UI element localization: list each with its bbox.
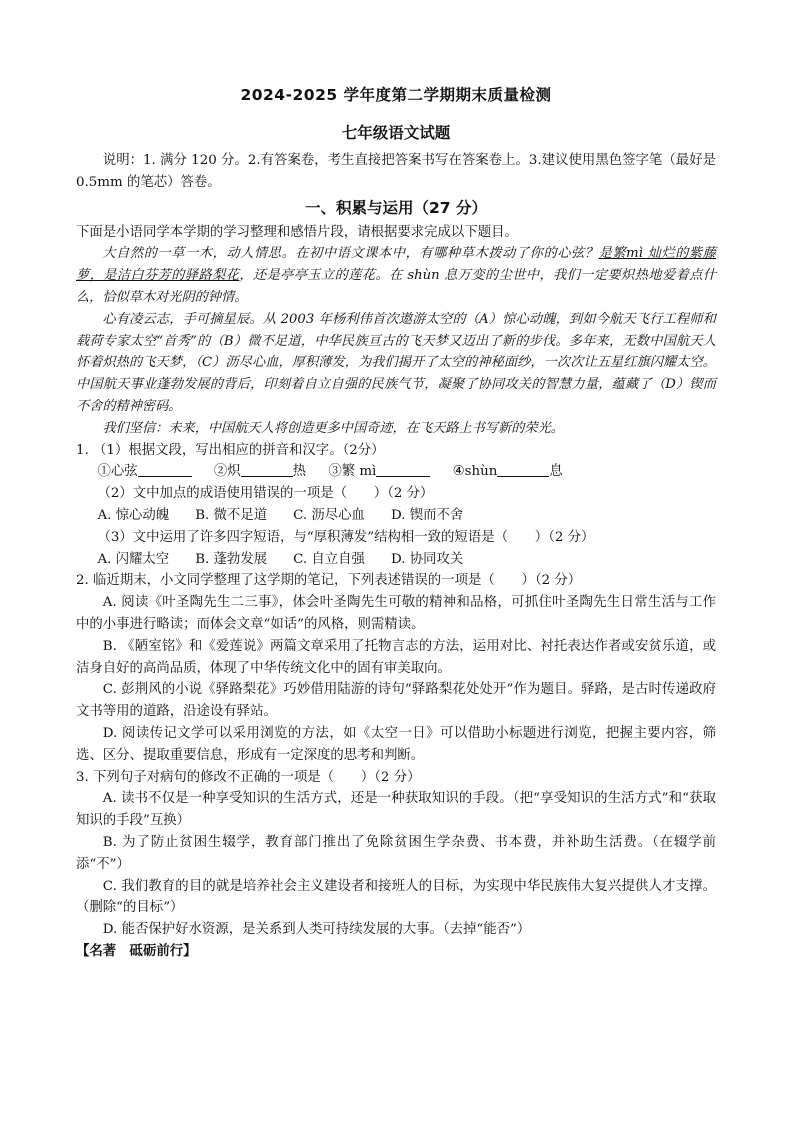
option: D. 锲而不舍 — [390, 507, 464, 523]
exam-subtitle: 七年级语文试题 — [341, 124, 451, 142]
question-1-items — [76, 461, 716, 483]
passage-paragraph-2: 心有凌云志，手可摘星辰。从 2003 年杨利伟首次遨游太空的（A）惊心动魄，到如今航天飞行工程师和载荷专家太空“首秀”的（B）微不足道，中华民族亘古的飞天梦又迈出了新的步伐。多年来，无数中国航天人怀着炽热的飞天梦，（C）沥尽心血，厚积薄发，为我们揭开了太空的神秘面纱，一次次让五星红旗闪耀太空。中国航天事业蓬勃发展的背后，印刻着自立自强的民族气节，凝聚了协同攻关的智慧力量，蕴藏了（D）锲而不舍的精神密码。 — [76, 311, 716, 414]
item-label: 热 — [292, 464, 307, 480]
option: C. 沥尽心血 — [293, 507, 365, 523]
answer-blank[interactable] — [138, 462, 192, 477]
passage-text: 大自然的一草一木，动人情思。在初中语文课本中，有哪种草木拨动了你的心弦？ — [102, 246, 599, 262]
question-1-sub3-options — [76, 549, 716, 571]
exam-title: 2024-2025 学年度第二学期期末质量检测 — [240, 86, 552, 104]
question-3-option-a: A. 读书不仅是一种享受知识的生活方式，还是一种获取知识的手段。（把“享受知识的生活方式”和“获取知识的手段”互换） — [76, 791, 716, 829]
question-1-sub3: （3）文中运用了许多四字短语，与“厚积薄发”结构相一致的短语是（ ）（2 分） — [97, 529, 595, 545]
question-3-option-d: D. 能否保护好水资源，是关系到人类可持续发展的大事。（去掉“能否”） — [102, 922, 531, 938]
option: D. 协同攻关 — [390, 551, 464, 567]
question-3-option-c: C. 我们教育的目的就是培养社会主义建设者和接班人的目标，为实现中华民族伟大复兴提供人才支撑。（删除“的目标”） — [76, 878, 716, 916]
instructions: 说明：1. 满分 120 分。2.有答案卷，考生直接把答案书写在答案卷上。3.建议使用黑色签字笔（最好是 0.5mm 的笔芯）答卷。 — [76, 153, 716, 190]
question-2-option-c: C. 彭荆风的小说《驿路梨花》巧妙借用陆游的诗句“驿路梨花处处开”作为题目。驿路，是古时传递政府文书等用的道路，沿途设有驿站。 — [76, 682, 716, 720]
answer-blank[interactable] — [497, 462, 549, 477]
passage-paragraph-1 — [76, 243, 716, 308]
question-1-sub2-options — [76, 505, 716, 527]
option: B. 蓬勃发展 — [195, 551, 268, 567]
question-2-option-b: B. 《陋室铭》和《爱莲说》两篇文章采用了托物言志的方法，运用对比、衬托表达作者或安贫乐道，或洁身自好的高尚品质，体现了中华传统文化中的固有审美取向。 — [76, 638, 716, 676]
answer-blank[interactable] — [241, 462, 293, 477]
option: B. 微不足道 — [195, 507, 268, 523]
question-3-stem: 3. 下列句子对病句的修改不正确的一项是（ ）（2 分） — [76, 769, 421, 785]
option: A. 惊心动魄 — [97, 507, 170, 523]
exam-page — [76, 84, 716, 963]
section-heading: 一、积累与运用（27 分） — [305, 198, 487, 217]
question-1-stem: 1. （1）根据文段，写出相应的拼音和汉字。（2分） — [76, 442, 385, 458]
section-intro: 下面是小语同学本学期的学习整理和感悟片段，请根据要求完成以下题目。 — [76, 224, 518, 240]
passage-underlined: 是繁mì 灿烂的紫藤萝，是洁白芬芳的驿路梨花 — [76, 246, 716, 284]
passage-paragraph-3: 我们坚信：未来，中国航天人将创造更多中国奇迹，在飞天路上书写新的荣光。 — [102, 420, 564, 436]
question-1-sub2: （2）文中加点的成语使用错误的一项是（ ）（2 分） — [97, 486, 434, 502]
answer-blank[interactable] — [376, 462, 430, 477]
option: C. 自立自强 — [293, 551, 365, 567]
item-label: 息 — [549, 464, 563, 480]
question-3-option-b: B. 为了防止贫困生辍学，教育部门推出了免除贫困生学杂费、书本费，并补助生活费。（在辍学前添“不”） — [76, 834, 716, 872]
item-label: ③繁 mì — [328, 464, 377, 480]
question-2-option-a: A. 阅读《叶圣陶先生二三事》，体会叶圣陶先生可敬的精神和品格，可抓住叶圣陶先生日常生活与工作中的小事进行略读；而体会文章“如话”的风格，则需精读。 — [76, 595, 716, 632]
option: A. 闪耀太空 — [97, 551, 170, 567]
item-label: ①心弦 — [97, 464, 138, 480]
section-heading-classics: 【名著 砥砺前行】 — [76, 943, 197, 959]
item-label: ②炽 — [213, 464, 241, 480]
question-2-option-d: D. 阅读传记文学可以采用浏览的方法，如《太空一日》可以借助小标题进行浏览，把握主要内容，筛选、区分、提取重要信息，形成有一定深度的思考和判断。 — [76, 725, 716, 763]
question-2-stem: 2. 临近期末，小文同学整理了这学期的笔记，下列表述错误的一项是（ ）（2 分） — [76, 573, 582, 589]
passage-text: ，还是亭亭玉立的莲花。在 shùn 息万变的尘世中，我们一定要炽热地爱着点什么，恰似草木对光阴的钟情。 — [76, 268, 717, 305]
item-label: ④shùn — [452, 464, 498, 480]
